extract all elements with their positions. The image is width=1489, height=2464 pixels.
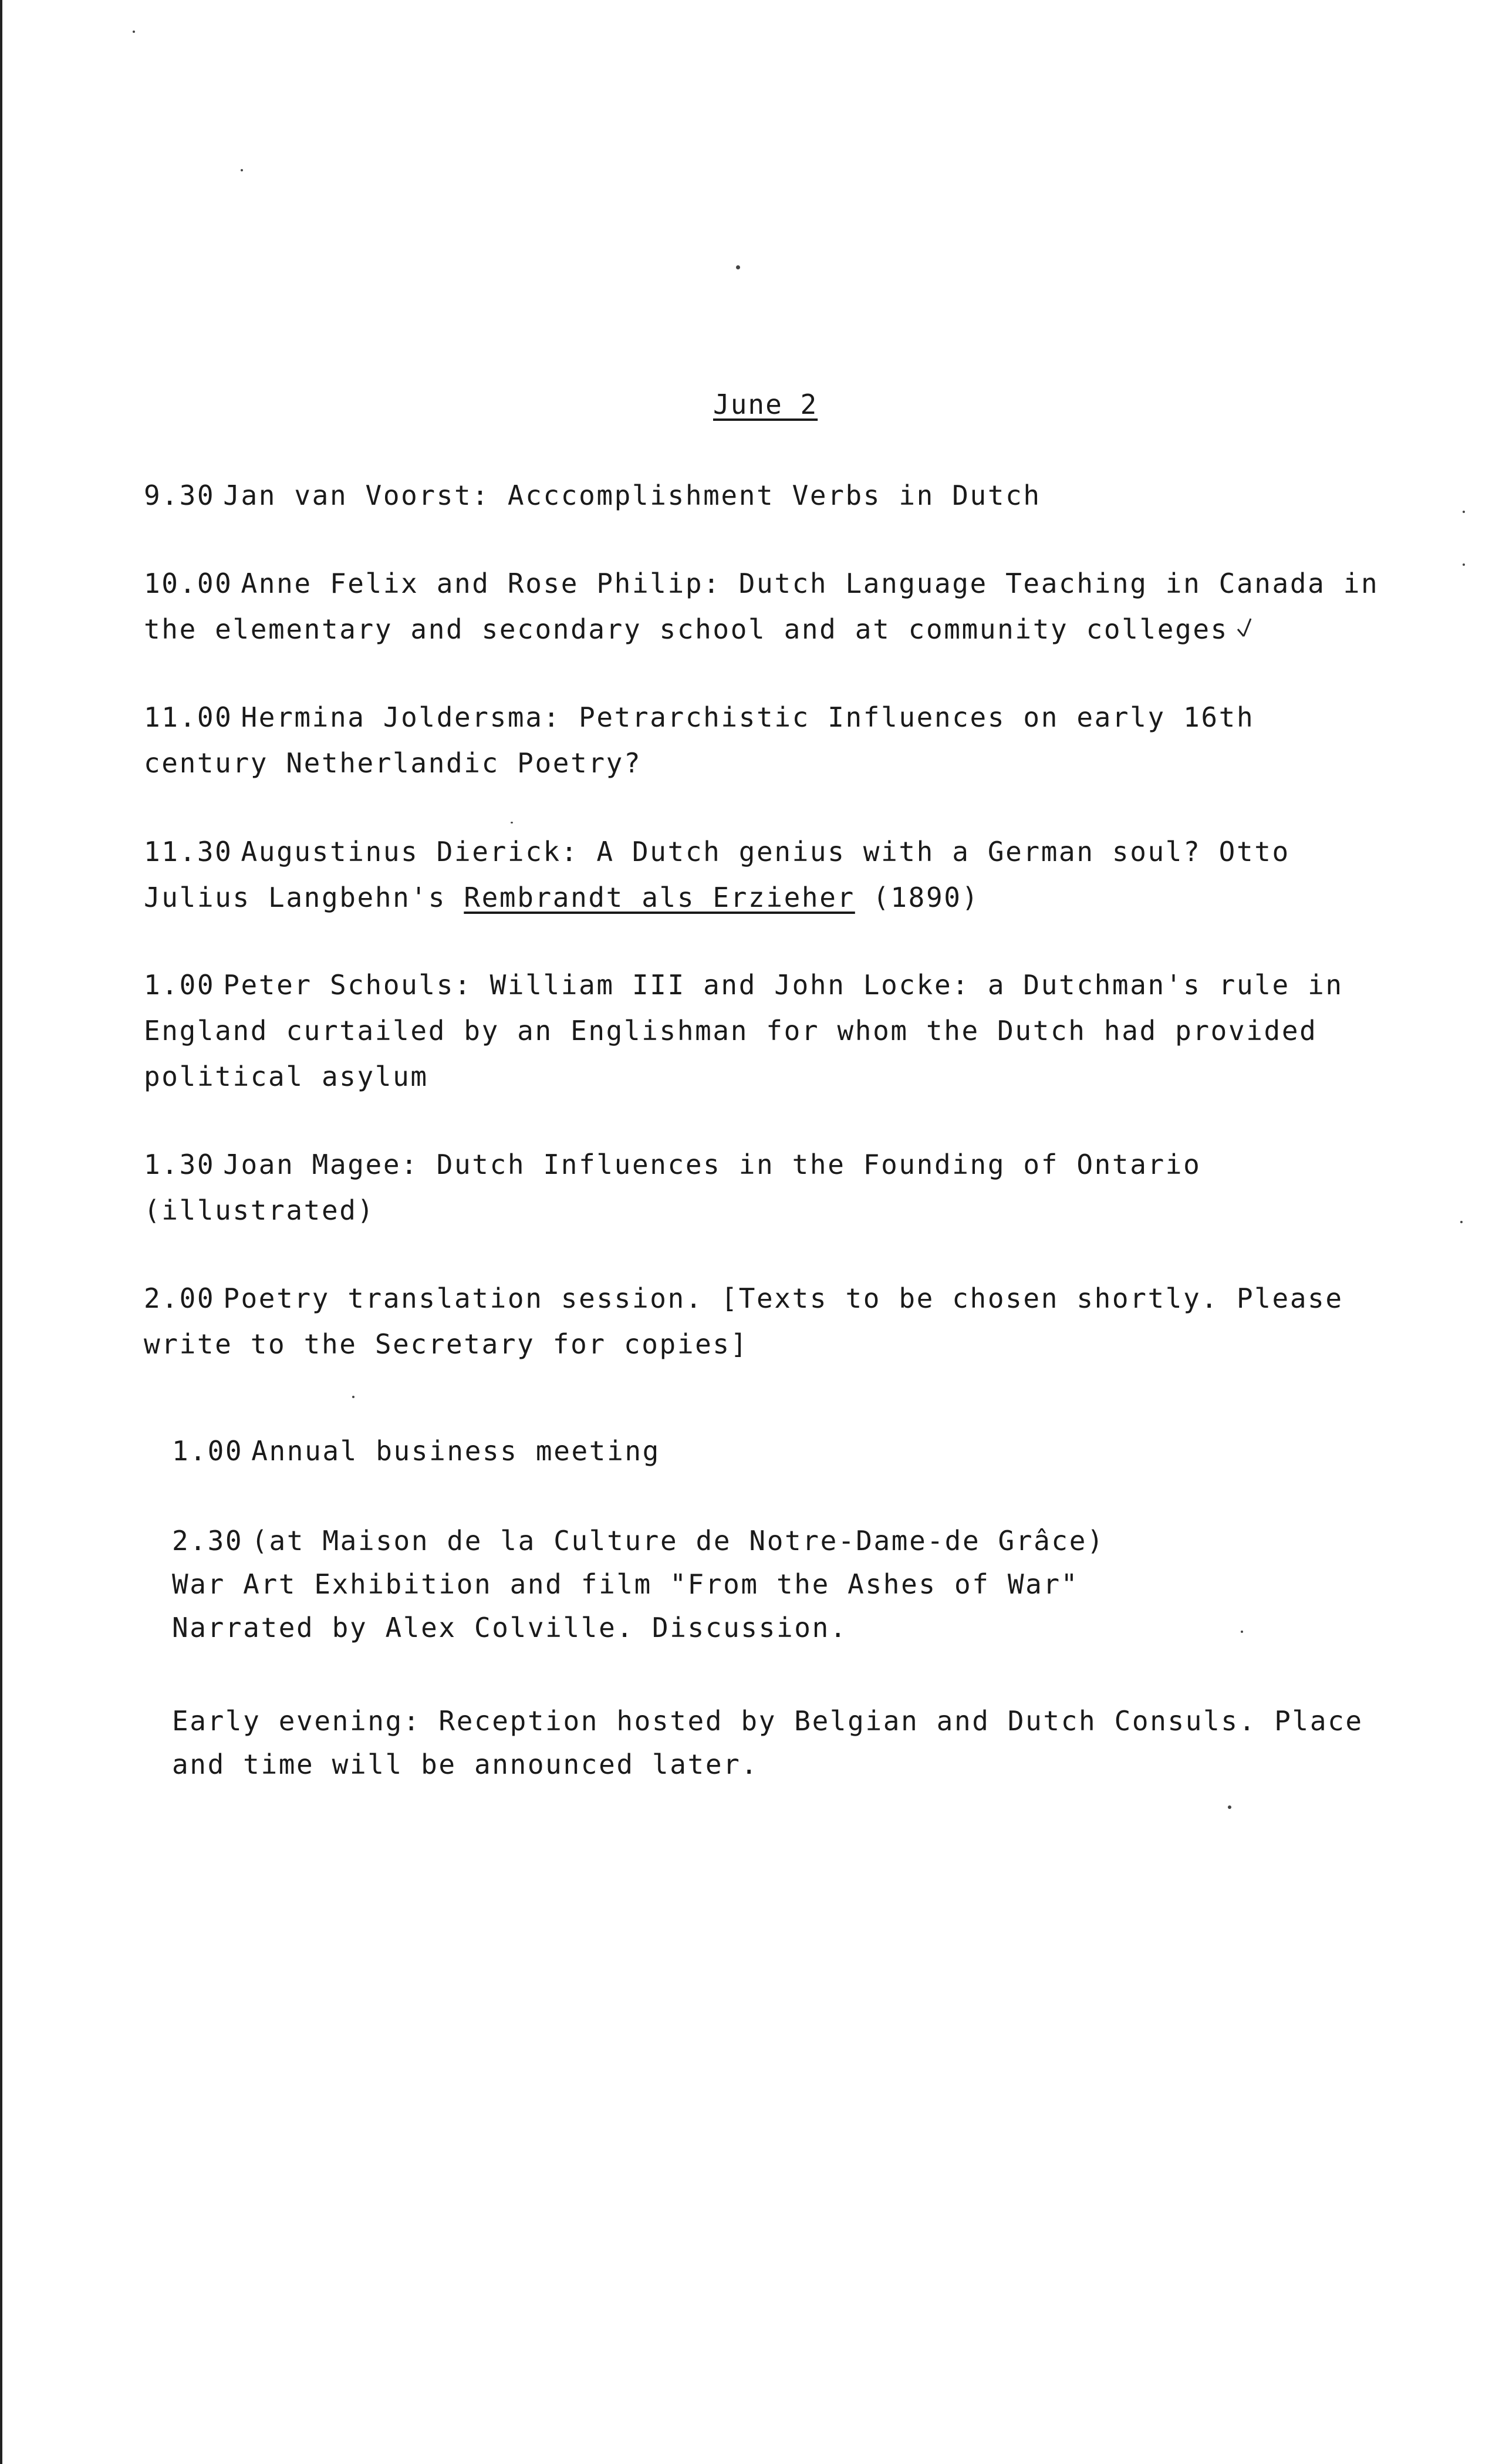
entry-text: political asylum (144, 1061, 428, 1092)
entry-text: Peter Schouls: William III and John Locke: a Dutchman's rule in (223, 969, 1343, 1001)
entry-text: Annual business meeting (251, 1435, 660, 1467)
entry-time: 9.30 (144, 480, 215, 511)
scan-speck (1228, 1805, 1231, 1809)
entry-text: Augustinus Dierick: A Dutch genius with a German soul? Otto (241, 836, 1290, 868)
scan-speck (736, 265, 740, 269)
schedule-entry (144, 962, 1343, 1099)
entry-text: Narrated by Alex Colville. Discussion. (172, 1612, 848, 1643)
scan-speck (1460, 1221, 1463, 1223)
entry-time: 2.00 (144, 1282, 215, 1314)
entry-time: 2.30 (172, 1525, 244, 1557)
entry-time: 11.00 (144, 701, 233, 733)
entry-time: 1.00 (144, 969, 215, 1001)
entry-text: (at Maison de la Culture de Notre-Dame-de Grâce) (251, 1525, 1105, 1557)
entry-time: 10.00 (144, 568, 233, 599)
scan-speck (1463, 511, 1465, 513)
entry-text: and time will be announced later. (172, 1749, 759, 1780)
entry-time: 11.30 (144, 836, 233, 868)
entry-text: the elementary and secondary school and at community colleges (144, 613, 1228, 645)
schedule-entry (144, 1275, 1343, 1367)
entry-text: write to the Secretary for copies] (144, 1328, 749, 1360)
schedule-entry (144, 561, 1379, 652)
entry-text: Anne Felix and Rose Philip: Dutch Language Teaching in Canada in (241, 568, 1379, 599)
entry-text: Jan van Voorst: Acccomplishment Verbs in Dutch (223, 480, 1041, 511)
scan-speck (1241, 1631, 1243, 1633)
page-edge-shadow (0, 0, 2, 2464)
scan-speck (133, 31, 135, 33)
scan-speck (511, 822, 513, 823)
book-title: Rembrandt als Erzieher (464, 882, 855, 913)
schedule-entry (144, 472, 1041, 518)
schedule-entry (172, 1428, 660, 1474)
entry-text: (illustrated) (144, 1194, 375, 1226)
scan-speck (1463, 563, 1465, 566)
schedule-entry (172, 1699, 1363, 1786)
entry-text: Joan Magee: Dutch Influences in the Founding of Ontario (223, 1149, 1201, 1180)
entry-text: Early evening: Reception hosted by Belgian and Dutch Consuls. Place (172, 1705, 1363, 1737)
schedule-entry (144, 829, 1290, 920)
entry-time: 1.30 (144, 1149, 215, 1180)
entry-text: (1890) (855, 882, 980, 913)
entry-text: century Netherlandic Poetry? (144, 747, 642, 779)
page-heading: June 2 (713, 389, 818, 420)
entry-text: England curtailed by an Englishman for whom the Dutch had provided (144, 1015, 1318, 1047)
schedule-entry (144, 694, 1254, 786)
entry-text: War Art Exhibition and film "From the Ashes of War" (172, 1568, 1079, 1600)
schedule-entry (144, 1142, 1201, 1233)
entry-time: 1.00 (172, 1435, 244, 1467)
scan-speck (352, 1396, 354, 1398)
schedule-entry (172, 1519, 1105, 1649)
entry-text: Poetry translation session. [Texts to be chosen shortly. Please (223, 1282, 1343, 1314)
entry-text: Julius Langbehn's (144, 882, 464, 913)
entry-text: Hermina Joldersma: Petrarchistic Influences on early 16th (241, 701, 1255, 733)
scan-speck (241, 169, 243, 171)
